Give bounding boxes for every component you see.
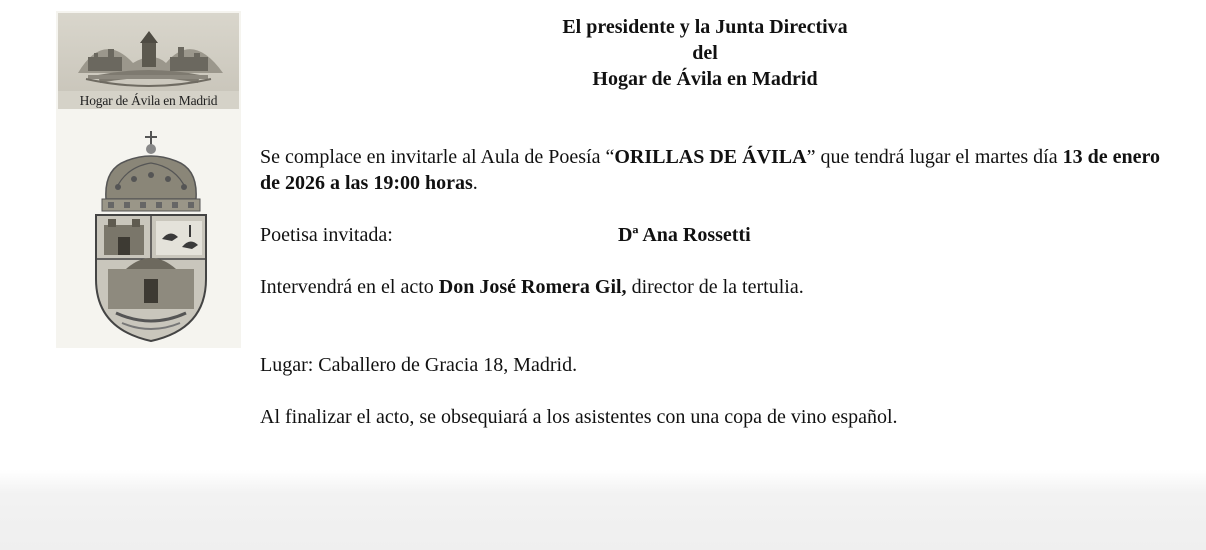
hogar-logo <box>58 13 239 109</box>
header-line-2: del <box>692 42 718 64</box>
intro-text-2: ” que tendrá lugar el martes día <box>806 146 1063 168</box>
intro-text-3: . <box>472 172 478 194</box>
event-name: ORILLAS DE ÁVILA <box>614 146 807 168</box>
event-date: 13 de enero de 2026 a las 19:00 horas <box>260 146 1160 194</box>
speaker-text <box>260 274 804 300</box>
venue-text: Lugar: Caballero de Gracia 18, Madrid. <box>260 354 578 376</box>
coat-of-arms-icon <box>86 129 216 345</box>
invitation-header <box>450 14 960 92</box>
page-footer-band <box>0 470 1206 550</box>
logo-caption: Hogar de Ávila en Madrid <box>58 91 239 109</box>
closing-text: Al finalizar el acto, se obsequiará a los asistentes con una copa de vino español. <box>260 406 898 428</box>
speaker-text-1: Intervendrá en el acto <box>260 276 439 298</box>
speaker-text-2: director de la tertulia. <box>626 276 804 298</box>
poet-label: Poetisa invitada: <box>260 224 393 246</box>
header-line-3: Hogar de Ávila en Madrid <box>592 68 818 90</box>
poet-name: Dª Ana Rossetti <box>618 224 751 246</box>
speaker-name: Don José Romera Gil, <box>438 276 627 298</box>
header-line-1: El presidente y la Junta Directiva <box>562 16 848 38</box>
intro-text-1: Se complace en invitarle al Aula de Poesía “ <box>260 146 615 168</box>
logo-column <box>56 11 241 348</box>
coat-of-arms <box>86 129 216 345</box>
invitation-text <box>260 144 1160 196</box>
